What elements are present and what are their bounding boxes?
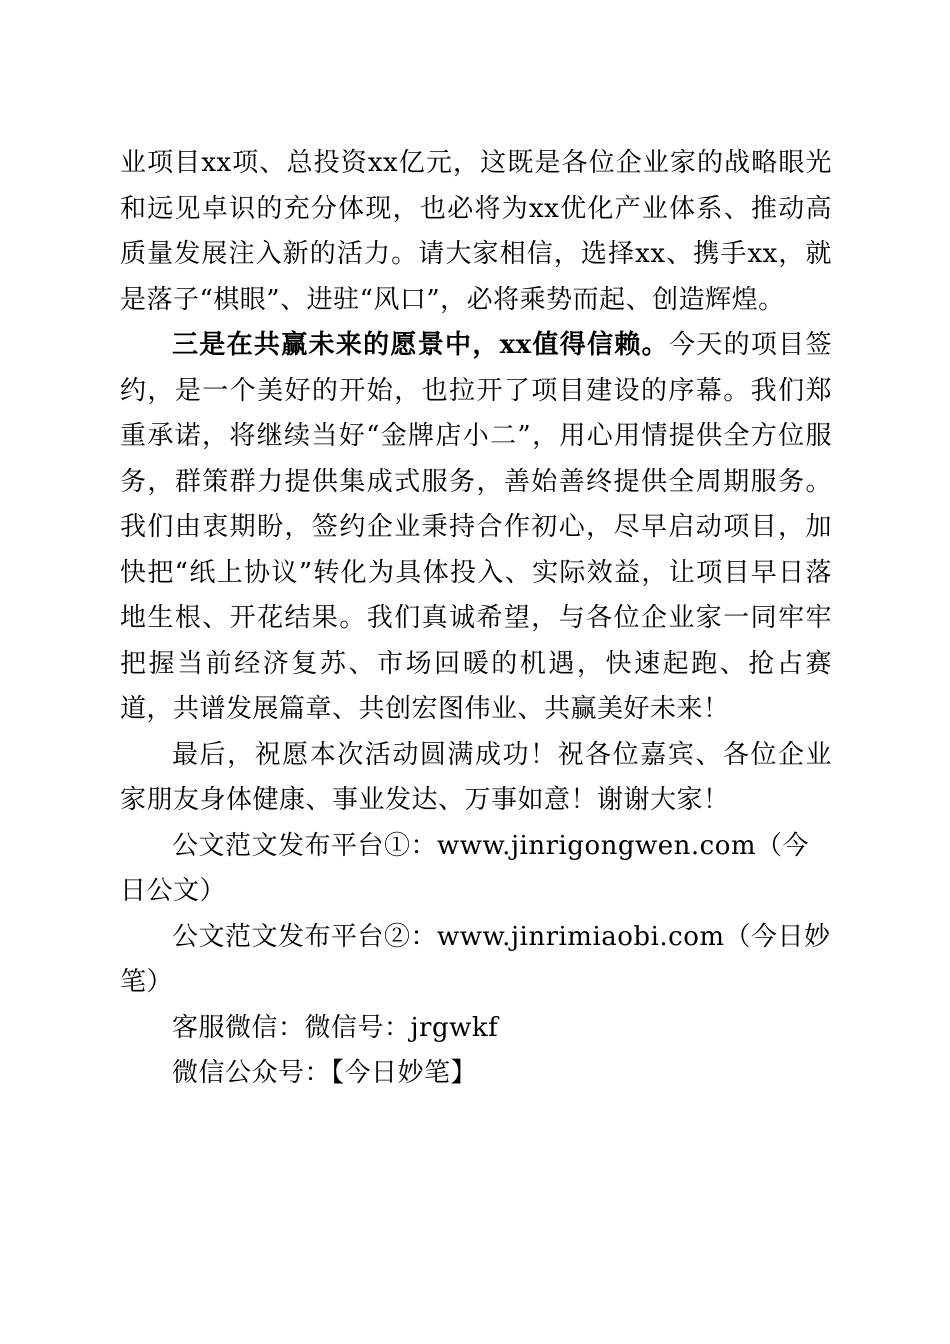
footer-service-wechat [120, 1006, 832, 1052]
paragraph-lead-heading: 三是在共赢未来的愿景中，xx值得信赖。 [172, 330, 669, 360]
footer-platform-2-text: 公文范文发布平台②：www.jinrimiaobi.com（今日妙笔） [120, 921, 831, 997]
paragraph-investment [120, 141, 832, 323]
footer-platform-2 [120, 915, 832, 1006]
paragraph-closing [120, 733, 832, 824]
paragraph-text: 业项目xx项、总投资xx亿元，这既是各位企业家的战略眼光和远见卓识的充分体现，也必将为xx优化产业体系、推动高质量发展注入新的活力。请大家相信，选择xx、携手xx，就是落子“棋眼”、进驻“风口”，必将乘势而起、创造辉煌。 [120, 148, 832, 315]
footer-platform-1-text: 公文范文发布平台①：www.jinrigongwen.com（今日公文） [120, 830, 810, 906]
footer-service-wechat-text: 客服微信：微信号：jrgwkf [172, 1012, 499, 1043]
document-body [120, 141, 832, 1097]
paragraph-future-vision [120, 323, 832, 733]
paragraph-text: 最后，祝愿本次活动圆满成功！祝各位嘉宾、各位企业家朋友身体健康、事业发达、万事如意！谢谢大家！ [120, 739, 832, 815]
paragraph-text: 今天的项目签约，是一个美好的开始，也拉开了项目建设的序幕。我们郑重承诺，将继续当好“金牌店小二”，用心用情提供全方位服务，群策群力提供集成式服务，善始善终提供全周期服务。我们由衷期盼，签约企业秉持合作初心，尽早启动项目，加快把“纸上协议”转化为具体投入、实际效益，让项目早日落地生根、开花结果。我们真诚希望，与各位企业家一同牢牢把握当前经济复苏、市场回暖的机遇，快速起跑、抢占赛道，共谱发展篇章、共创宏图伟业、共赢美好未来！ [120, 330, 832, 724]
footer-public-account-text: 微信公众号：【今日妙笔】 [172, 1058, 478, 1088]
footer-platform-1 [120, 824, 832, 915]
footer-public-account [120, 1051, 832, 1097]
